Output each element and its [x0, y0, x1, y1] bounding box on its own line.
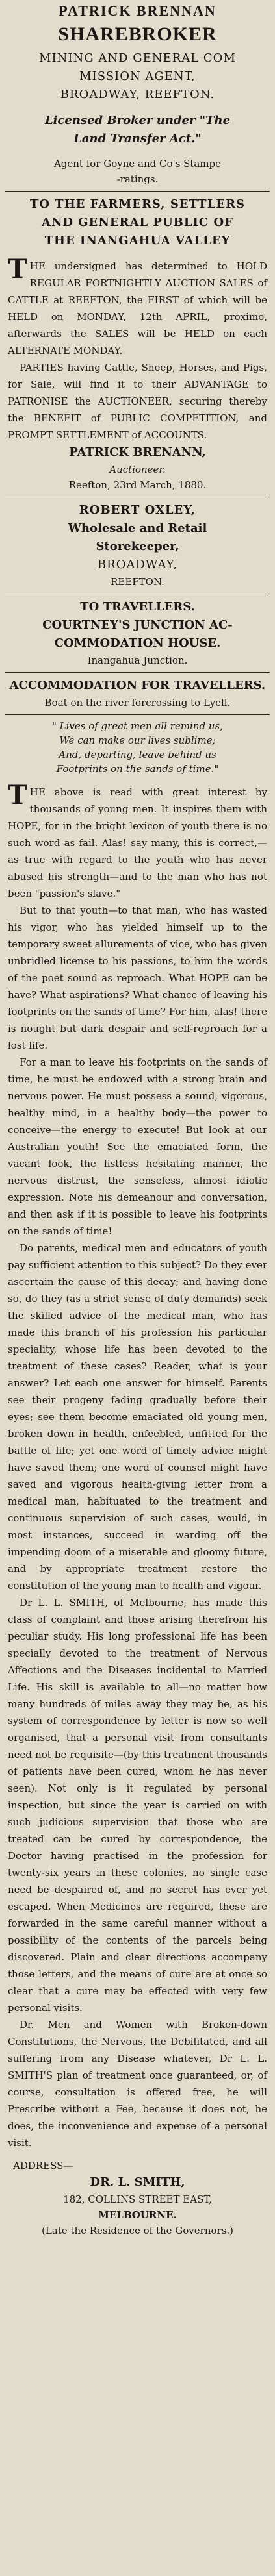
poem-line-1: " Lives of great men all remind us, [51, 720, 224, 732]
farmers-heading-2: AND GENERAL PUBLIC OF [42, 216, 233, 229]
licensed-line-1: Licensed Broker under "The [44, 114, 231, 127]
date-line: Reefton, 23rd March, 1880. [68, 479, 207, 491]
courtney-line-1: COURTNEY'S JUNCTION AC- [42, 618, 233, 632]
oxley-line-2: Storekeeper, [96, 540, 179, 553]
article-para-1: THE above is read with great interest by thousands of young men. It inspires them with HOPE, for in the bright lexicon of youth there is no such word as fail. Alas! say many, this is correct,—as true with regard to the youth who has never abused his strength—and to the man who has not been "passion's slave." [8, 780, 267, 899]
sharebroker-line-2: MISSION AGENT, [79, 69, 196, 83]
doctor-city: MELBOURNE. [98, 2209, 177, 2221]
farmers-body-2: PARTIES having Cattle, Sheep, Horses, and Pigs, for Sale, will find it to their ADVANTAGE to PATRONISE the AUCTIONEER, securing thereby the BENEFIT of PUBLIC COMPETITION, and PROMPT SETTLEMENT of ACCOUNTS. [8, 362, 267, 441]
sharebroker-title: SHAREBROKER [58, 23, 217, 45]
sharebroker-ad [0, 3, 275, 187]
doctor-street: 182, COLLINS STREET EAST, [63, 2194, 212, 2205]
auctioneer-role: Auctioneer. [109, 464, 166, 475]
article-para-2: But to that youth—to that man, who has wasted his vigor, who has yielded himself up to the temporary sweet allurements of vice, who has given unbridled license to his passions, to him the words of the poet sound as reproach. What HOPE can be have? What aspirations? What chance of leaving his footprints on the sands of time? For him, alas! there is nought but dark despair and self-reproach for a lost life. [8, 905, 267, 1051]
poem-line-4: Footprints on the sands of time." [56, 763, 219, 775]
auctioneer-name: PATRICK BRENANN, [69, 445, 206, 459]
agent-line: Agent for Goyne and Co's Stampe [53, 158, 222, 169]
article-para-3: For a man to leave his footprints on the sands of time, he must be endowed with a strong brain and nervous power. He must possess a sound, vigorous, healthy mind, in a healthy body—the power to conceive—the energy to execute! But look at our Australian youth! See the emaciated form, the vacant look, the listless hesitating manner, the nervous distrust, the senseless, almost idiotic expression. Note his demeanour and conversation, and then ask if it is possible to leave his footprints on the sands of time! [8, 1057, 267, 1237]
oxley-name: ROBERT OXLEY, [79, 503, 196, 517]
sharebroker-line-3: BROADWAY, REEFTON. [60, 88, 215, 101]
address-label: ADDRESS— [13, 2160, 73, 2171]
poem-line-2: We can make our lives sublime; [59, 734, 216, 746]
doctor-name: DR. L. SMITH, [90, 2175, 185, 2189]
licensed-line-2: Land Transfer Act." [73, 132, 202, 145]
travellers-ad-1 [0, 598, 275, 668]
farmers-body-1: THE undersigned has determined to HOLD REGULAR FORTNIGHTLY AUCTION SALES of CATTLE at REEFTON, the FIRST of which will be HELD on MONDAY, 12th APRIL, proximo, afterwards the SALES will be HELD on each ALTERNATE MONDAY. [8, 254, 267, 356]
health-article [0, 719, 275, 2238]
oxley-line-1: Wholesale and Retail [68, 521, 207, 535]
divider [5, 672, 270, 673]
travellers-heading-2: ACCOMMODATION FOR TRAVELLERS. [9, 679, 266, 692]
divider [5, 191, 270, 192]
oxley-line-4: REEFTON. [111, 576, 164, 588]
poem-line-3: And, departing, leave behind us [59, 749, 216, 760]
courtney-line-3: Inangahua Junction. [87, 655, 188, 666]
sharebroker-line-1: MINING AND GENERAL COM [39, 51, 236, 65]
oxley-line-3: BROADWAY, [97, 558, 178, 571]
footer-note: (Late the Residence of the Governors.) [41, 2225, 233, 2236]
brennan-header: PATRICK BRENNAN [59, 3, 216, 19]
courtney-line-2: COMMODATION HOUSE. [54, 636, 221, 650]
travellers-ad-2 [0, 677, 275, 710]
farmers-heading-1: TO THE FARMERS, SETTLERS [29, 197, 246, 211]
divider [5, 714, 270, 715]
article-para-4: Do parents, medical men and educators of youth pay sufficient attention to this subject? Do they ever ascertain the cause of this decay; and having done so, do they (as a strict sense of duty demands) seek the skilled advice of the medical man, who has made this branch of his profession his particular speciality, whose life has been devoted to the treatment of these cases? Reader, what is your answer? Let each one answer for himself. Parents see their progeny fading gradually before their eyes; see them become emaciated old young men, broken down in health, enfeebled, unfitted for the battle of life; yet one word of timely advice might have saved them; one word of counsel might have saved and vigorous health-giving letter from a medical man, habituated to the treatment and continuous supervision of such cases, would, in most instances, succeed in warding off the impending doom of a miserable and gloomy future, and by appropriate treatment restore the constitution of the young man to health and vigour. [8, 1242, 267, 1592]
farmers-heading-3: THE INANGAHUA VALLEY [44, 234, 231, 247]
article-para-5: Dr L. L. SMITH, of Melbourne, has made this class of complaint and those arising therefrom his peculiar study. His long professional life has been specially devoted to the treatment of Nervous Affections and the Diseases incidental to Married Life. His skill is available to all—no matter how many hundreds of miles away they may be, as his system of correspondence by letter is now so well organised, that a personal visit from consultants need not be requisite—(by this treatment thousands of patients have been cured, whom he has never seen). Not only is it regulated by personal inspection, but since the year is carried on with such judicious supervision that those who are treated can be cured by correspondence, the Doctor having practised in the profession for twenty-six years in these colonies, no single case need be despaired of, and no secret has ever yet escaped. When Medicines are required, these are forwarded in the same careful manner without a possibility of the contents of the parcels being discovered. Plain and clear directions accompany those letters, and the means of cure are at once so clear that a cure may be effected with very few personal visits. [8, 1597, 267, 2014]
travellers-heading-1: TO TRAVELLERS. [80, 600, 195, 614]
ratings-line: -ratings. [116, 173, 159, 185]
farmers-notice [0, 195, 275, 493]
oxley-ad [0, 501, 275, 590]
article-para-6: Dr. Men and Women with Broken-down Constitutions, the Nervous, the Debilitated, and all suffering from any Disease whatever, Dr L. L. SMITH'S plan of treatment once guaranteed, or, of course, consultation is offered free, he will Prescribe without a Fee, because it does not, he does, the inconvenience and expense of a personal visit. [8, 2019, 267, 2149]
boat-line: Boat on the river forcrossing to Lyell. [44, 697, 231, 708]
